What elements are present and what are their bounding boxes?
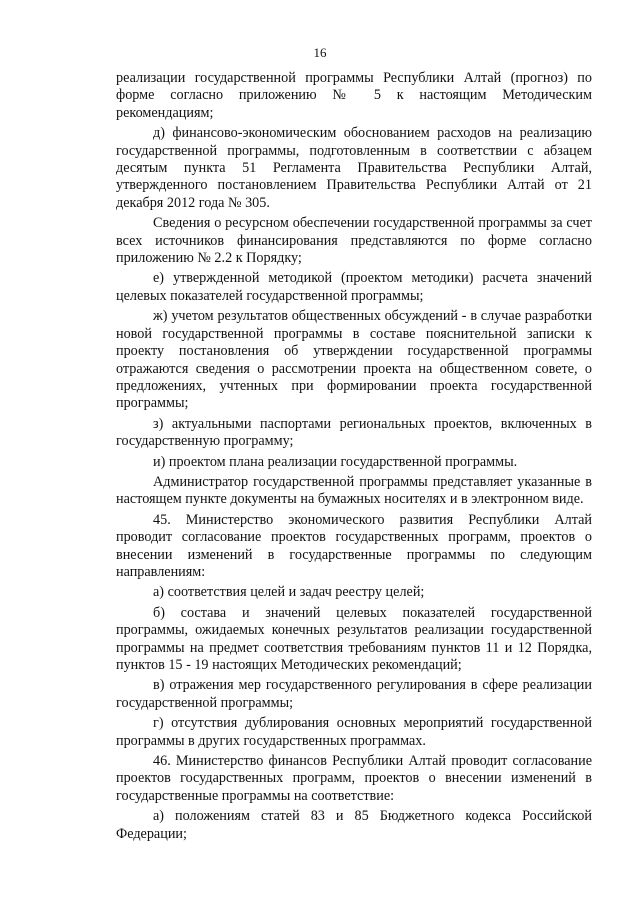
- paragraph: в) отражения мер государственного регулирования в сфере реализации государственной программы;: [116, 677, 592, 711]
- paragraph: г) отсутствия дублирования основных мероприятий государственной программы в других государственных программах.: [116, 715, 592, 749]
- paragraph: реализации государственной программы Республики Алтай (прогноз) по форме согласно приложению № 5 к настоящим Методическим рекомендациям;: [116, 70, 592, 121]
- paragraph: 45. Министерство экономического развития Республики Алтай проводит согласование проектов государственных программ, проектов о внесении изменений в государственные программы по следующим направлениям:: [116, 511, 592, 580]
- paragraph: з) актуальными паспортами региональных проектов, включенных в государственную программу;: [116, 415, 592, 450]
- paragraph: и) проектом плана реализации государственной программы.: [153, 453, 518, 470]
- paragraph: 46. Министерство финансов Республики Алтай проводит согласование проектов государственных программ, проектов о внесении изменений в государственные программы на соответствие:: [116, 753, 592, 804]
- paragraph: Администратор государственной программы представляет указанные в настоящем пункте документы на бумажных носителях и в электронном виде.: [116, 473, 592, 508]
- paragraph: е) утвержденной методикой (проектом методики) расчета значений целевых показателей государственной программы;: [116, 270, 592, 304]
- paragraph: б) состава и значений целевых показателей государственной программы, ожидаемых конечных результатов реализации государственной программы на предмет соответствия требованиям пунктов 11 и 12 Порядка, пунктов 15 - 19 настоящих Методических рекомендаций;: [116, 604, 592, 673]
- page-number: 16: [313, 45, 327, 60]
- document-body: [116, 70, 592, 843]
- paragraph: Сведения о ресурсном обеспечении государственной программы за счет всех источников финансирования представляются по форме согласно приложению № 2.2 к Порядку;: [116, 215, 592, 267]
- paragraph: д) финансово-экономическим обоснованием расходов на реализацию государственной программы, подготовленным в соответствии с абзацем десятым пункта 51 Регламента Правительства Республики Алтай, утвержденного постановлением Правительства Республики Алтай от 21 декабря 2012 года № 305.: [116, 125, 592, 211]
- paragraph: ж) учетом результатов общественных обсуждений - в случае разработки новой государственной программы в составе пояснительной записки к проекту постановления об утверждении государственной программы отражаются сведения о рассмотрении проекта на общественном совете, о предложениях, учтенных при формировании проекта государственной программы;: [116, 308, 592, 412]
- paragraph: а) соответствия целей и задач реестру целей;: [153, 584, 425, 601]
- paragraph: а) положениям статей 83 и 85 Бюджетного кодекса Российской Федерации;: [116, 808, 592, 842]
